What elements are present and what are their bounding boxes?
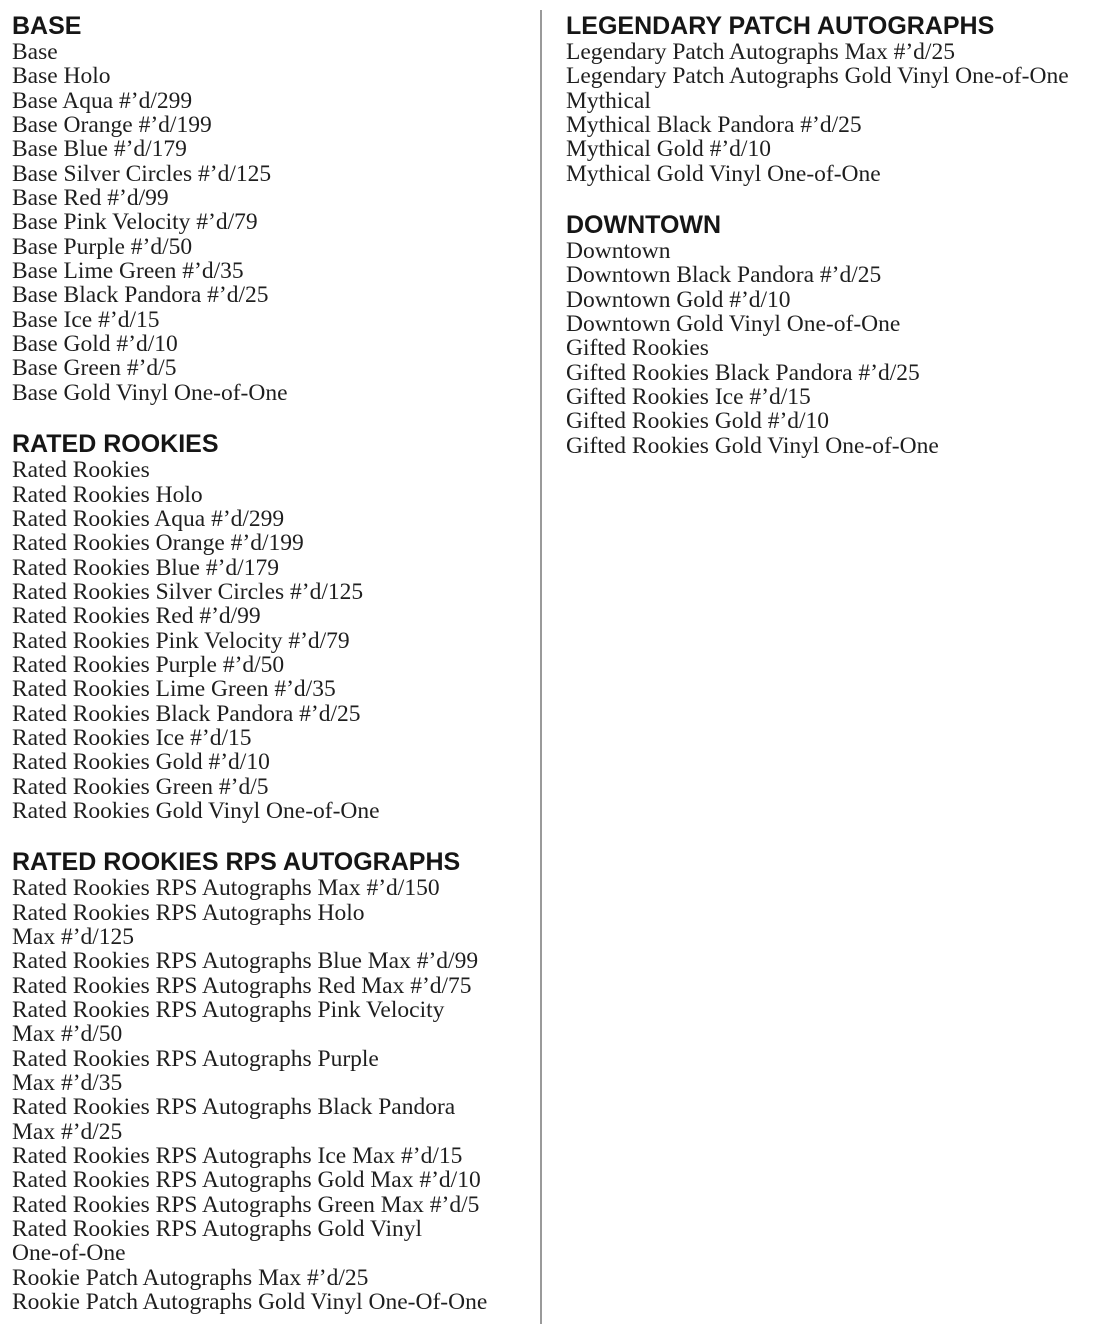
list-item: One-of-One: [12, 1240, 126, 1267]
list-item: Gifted Rookies Black Pandora #’d/25: [566, 359, 920, 386]
list-item: Rated Rookies RPS Autographs Max #’d/150: [12, 875, 440, 902]
section-title: BASE: [12, 12, 82, 40]
list-item: Gifted Rookies Gold #’d/10: [566, 408, 830, 435]
section-title: DOWNTOWN: [566, 211, 722, 240]
list-item: Rated Rookies RPS Autographs Pink Velocity: [12, 997, 445, 1024]
list-item: Rated Rookies Green #’d/5: [12, 773, 269, 800]
list-item: Max #’d/50: [12, 1021, 123, 1048]
list-item: Downtown Black Pandora #’d/25: [566, 262, 882, 289]
list-item: Base: [12, 39, 58, 65]
list-item: Downtown: [566, 238, 671, 265]
list-item: Rated Rookies RPS Autographs Holo: [12, 899, 365, 926]
list-item: Downtown Gold #’d/10: [566, 286, 791, 313]
list-item: Rated Rookies Red #’d/99: [12, 603, 261, 630]
list-item: Base Aqua #’d/299: [12, 87, 193, 114]
list-item: Rated Rookies Blue #’d/179: [12, 554, 279, 581]
checklist-section: [566, 12, 1102, 186]
list-item: Base Orange #’d/199: [12, 112, 212, 139]
list-item: Rated Rookies Ice #’d/15: [12, 724, 252, 751]
list-item: Downtown Gold Vinyl One-of-One: [566, 311, 901, 338]
list-item: Rated Rookies RPS Autographs Blue Max #’d/99: [12, 948, 479, 975]
list-item: Base Silver Circles #’d/125: [12, 160, 272, 187]
section-title: RATED ROOKIES RPS AUTOGRAPHS: [12, 848, 461, 877]
section-title: RATED ROOKIES: [12, 430, 219, 459]
list-item: Rated Rookies RPS Autographs Gold Max #’d/10: [12, 1167, 481, 1194]
list-item: Legendary Patch Autographs Max #’d/25: [566, 39, 955, 65]
list-item: Rated Rookies RPS Autographs Black Pandora: [12, 1094, 456, 1121]
list-item: Rated Rookies RPS Autographs Purple: [12, 1045, 379, 1072]
list-item: Base Ice #’d/15: [12, 306, 160, 333]
checklist-section: [12, 12, 532, 405]
list-item: Rated Rookies Gold #’d/10: [12, 749, 270, 776]
list-item: Rated Rookies Pink Velocity #’d/79: [12, 627, 350, 654]
list-item: Rated Rookies: [12, 457, 150, 484]
list-item: Max #’d/35: [12, 1070, 123, 1097]
list-item: Rated Rookies Aqua #’d/299: [12, 505, 285, 532]
list-item: Rated Rookies Purple #’d/50: [12, 651, 285, 678]
list-item: Base Purple #’d/50: [12, 233, 193, 260]
list-item: Rated Rookies Holo: [12, 481, 203, 508]
list-item: Gifted Rookies Ice #’d/15: [566, 384, 811, 411]
list-item: Rated Rookies RPS Autographs Gold Vinyl: [12, 1216, 423, 1243]
column-left: [12, 12, 532, 1315]
list-item: Rated Rookies RPS Autographs Green Max #’d/5: [12, 1191, 480, 1218]
list-item: Rated Rookies RPS Autographs Ice Max #’d/15: [12, 1143, 463, 1170]
list-item: Gifted Rookies: [566, 335, 709, 362]
checklist-section: [12, 848, 532, 1314]
list-item: Gifted Rookies Gold Vinyl One-of-One: [566, 432, 939, 459]
list-item: Mythical: [566, 87, 651, 114]
list-item: Rated Rookies Orange #’d/199: [12, 530, 304, 557]
list-item: Base Gold #’d/10: [12, 331, 178, 358]
list-item: Base Green #’d/5: [12, 355, 177, 382]
list-item: Rated Rookies Lime Green #’d/35: [12, 676, 336, 703]
list-item: Max #’d/25: [12, 1118, 123, 1145]
list-item: Rated Rookies Black Pandora #’d/25: [12, 700, 361, 727]
list-item: Base Pink Velocity #’d/79: [12, 209, 258, 236]
checklist-section: [566, 211, 1102, 458]
list-item: Mythical Black Pandora #’d/25: [566, 112, 862, 139]
list-item: Base Gold Vinyl One-of-One: [12, 379, 288, 406]
list-item: Rookie Patch Autographs Gold Vinyl One-Of-One: [12, 1289, 488, 1316]
list-item: Base Lime Green #’d/35: [12, 258, 244, 285]
list-item: Max #’d/125: [12, 924, 135, 950]
column-right: [566, 12, 1102, 458]
list-item: Rookie Patch Autographs Max #’d/25: [12, 1264, 369, 1291]
list-item: Base Blue #’d/179: [12, 136, 187, 163]
list-item: Base Black Pandora #’d/25: [12, 282, 269, 309]
list-item: Rated Rookies RPS Autographs Red Max #’d/75: [12, 972, 472, 999]
section-title: LEGENDARY PATCH AUTOGRAPHS: [566, 12, 995, 40]
list-item: Mythical Gold Vinyl One-of-One: [566, 160, 881, 187]
list-item: Base Red #’d/99: [12, 185, 169, 212]
list-item: Rated Rookies Gold Vinyl One-of-One: [12, 797, 380, 824]
list-item: Mythical Gold #’d/10: [566, 136, 771, 163]
checklist-section: [12, 430, 532, 823]
list-item: Legendary Patch Autographs Gold Vinyl One-of-One: [566, 63, 1069, 90]
list-item: Base Holo: [12, 63, 111, 90]
column-divider: [540, 10, 542, 1324]
list-item: Rated Rookies Silver Circles #’d/125: [12, 578, 364, 605]
